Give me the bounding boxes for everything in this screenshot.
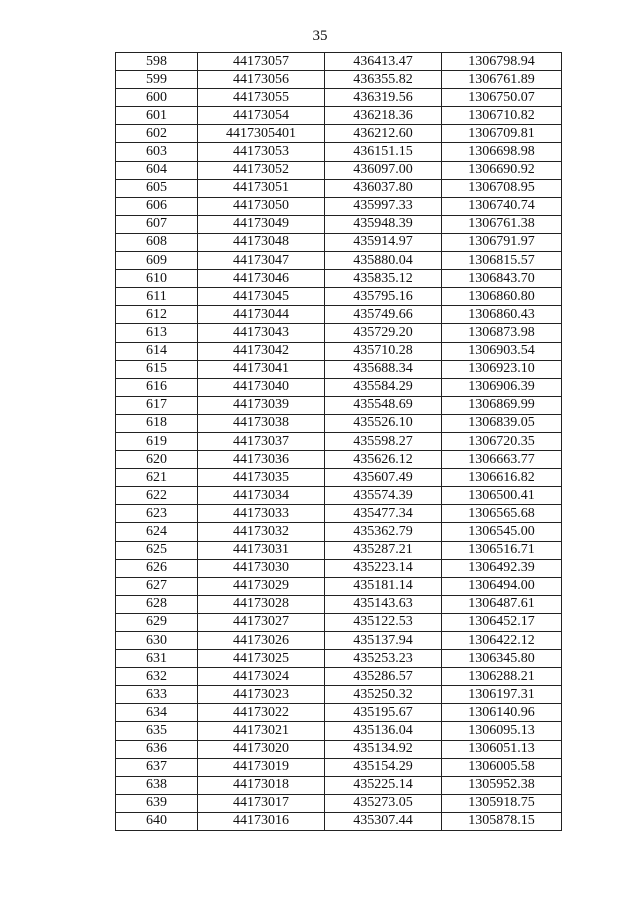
x-coordinate-cell: 435136.04 (325, 722, 442, 740)
y-coordinate-cell: 1306422.12 (442, 632, 562, 650)
table-row (116, 360, 562, 378)
point-code-cell: 44173054 (198, 107, 325, 125)
y-coordinate-cell: 1306720.35 (442, 432, 562, 450)
table-row (116, 324, 562, 342)
y-coordinate-cell: 1306843.70 (442, 270, 562, 288)
point-code-cell: 44173019 (198, 758, 325, 776)
x-coordinate-cell: 435286.57 (325, 668, 442, 686)
x-coordinate-cell: 435688.34 (325, 360, 442, 378)
point-number-cell: 619 (116, 432, 198, 450)
y-coordinate-cell: 1306005.58 (442, 758, 562, 776)
point-number-cell: 610 (116, 270, 198, 288)
page-number: 35 (312, 28, 328, 44)
x-coordinate-cell: 435914.97 (325, 233, 442, 251)
x-coordinate-cell: 436037.80 (325, 179, 442, 197)
point-number-cell: 615 (116, 360, 198, 378)
point-number-cell: 618 (116, 414, 198, 432)
point-code-cell: 4417305401 (198, 125, 325, 143)
table-row (116, 487, 562, 505)
point-number-cell: 601 (116, 107, 198, 125)
x-coordinate-cell: 435729.20 (325, 324, 442, 342)
point-code-cell: 44173048 (198, 233, 325, 251)
point-code-cell: 44173038 (198, 414, 325, 432)
y-coordinate-cell: 1306791.97 (442, 233, 562, 251)
y-coordinate-cell: 1306288.21 (442, 668, 562, 686)
y-coordinate-cell: 1306487.61 (442, 595, 562, 613)
table-row (116, 432, 562, 450)
point-number-cell: 639 (116, 794, 198, 812)
y-coordinate-cell: 1306500.41 (442, 487, 562, 505)
point-code-cell: 44173023 (198, 686, 325, 704)
x-coordinate-cell: 435181.14 (325, 577, 442, 595)
point-code-cell: 44173021 (198, 722, 325, 740)
point-code-cell: 44173042 (198, 342, 325, 360)
point-code-cell: 44173022 (198, 704, 325, 722)
point-code-cell: 44173025 (198, 650, 325, 668)
x-coordinate-cell: 435137.94 (325, 632, 442, 650)
y-coordinate-cell: 1306197.31 (442, 686, 562, 704)
point-code-cell: 44173018 (198, 776, 325, 794)
table-row (116, 668, 562, 686)
x-coordinate-cell: 436218.36 (325, 107, 442, 125)
table-row (116, 613, 562, 631)
table-row (116, 288, 562, 306)
point-code-cell: 44173046 (198, 270, 325, 288)
y-coordinate-cell: 1306873.98 (442, 324, 562, 342)
point-code-cell: 44173044 (198, 306, 325, 324)
point-code-cell: 44173055 (198, 89, 325, 107)
y-coordinate-cell: 1306051.13 (442, 740, 562, 758)
point-number-cell: 603 (116, 143, 198, 161)
point-number-cell: 628 (116, 595, 198, 613)
point-number-cell: 620 (116, 451, 198, 469)
y-coordinate-cell: 1306798.94 (442, 53, 562, 71)
x-coordinate-cell: 435526.10 (325, 414, 442, 432)
y-coordinate-cell: 1306565.68 (442, 505, 562, 523)
point-code-cell: 44173037 (198, 432, 325, 450)
x-coordinate-cell: 435134.92 (325, 740, 442, 758)
table-row (116, 161, 562, 179)
x-coordinate-cell: 435362.79 (325, 523, 442, 541)
point-number-cell: 609 (116, 252, 198, 270)
point-number-cell: 632 (116, 668, 198, 686)
point-code-cell: 44173029 (198, 577, 325, 595)
x-coordinate-cell: 435154.29 (325, 758, 442, 776)
point-code-cell: 44173056 (198, 71, 325, 89)
point-number-cell: 613 (116, 324, 198, 342)
point-code-cell: 44173036 (198, 451, 325, 469)
point-number-cell: 605 (116, 179, 198, 197)
table-row (116, 776, 562, 794)
x-coordinate-cell: 435223.14 (325, 559, 442, 577)
table-row (116, 812, 562, 830)
point-number-cell: 622 (116, 487, 198, 505)
table-row (116, 686, 562, 704)
x-coordinate-cell: 435225.14 (325, 776, 442, 794)
point-number-cell: 624 (116, 523, 198, 541)
x-coordinate-cell: 435253.23 (325, 650, 442, 668)
table-row (116, 71, 562, 89)
table-row (116, 704, 562, 722)
y-coordinate-cell: 1306923.10 (442, 360, 562, 378)
table-row (116, 143, 562, 161)
table-row (116, 523, 562, 541)
point-code-cell: 44173031 (198, 541, 325, 559)
table-row (116, 595, 562, 613)
y-coordinate-cell: 1306761.38 (442, 215, 562, 233)
table-row (116, 632, 562, 650)
point-number-cell: 602 (116, 125, 198, 143)
x-coordinate-cell: 435795.16 (325, 288, 442, 306)
y-coordinate-cell: 1306839.05 (442, 414, 562, 432)
y-coordinate-cell: 1306750.07 (442, 89, 562, 107)
table-row (116, 722, 562, 740)
x-coordinate-cell: 436319.56 (325, 89, 442, 107)
point-number-cell: 599 (116, 71, 198, 89)
table-row (116, 233, 562, 251)
y-coordinate-cell: 1306494.00 (442, 577, 562, 595)
y-coordinate-cell: 1306616.82 (442, 469, 562, 487)
point-code-cell: 44173030 (198, 559, 325, 577)
coordinates-table (115, 52, 562, 831)
x-coordinate-cell: 435997.33 (325, 197, 442, 215)
point-code-cell: 44173043 (198, 324, 325, 342)
table-row (116, 197, 562, 215)
table-row (116, 270, 562, 288)
table-row (116, 758, 562, 776)
table-row (116, 89, 562, 107)
point-number-cell: 621 (116, 469, 198, 487)
point-code-cell: 44173024 (198, 668, 325, 686)
table-row (116, 53, 562, 71)
y-coordinate-cell: 1306690.92 (442, 161, 562, 179)
point-code-cell: 44173049 (198, 215, 325, 233)
y-coordinate-cell: 1306903.54 (442, 342, 562, 360)
y-coordinate-cell: 1306345.80 (442, 650, 562, 668)
y-coordinate-cell: 1306906.39 (442, 378, 562, 396)
table-row (116, 794, 562, 812)
table-row (116, 559, 562, 577)
coordinates-table-body (116, 53, 562, 831)
x-coordinate-cell: 436151.15 (325, 143, 442, 161)
y-coordinate-cell: 1306140.96 (442, 704, 562, 722)
point-number-cell: 626 (116, 559, 198, 577)
point-number-cell: 623 (116, 505, 198, 523)
point-number-cell: 607 (116, 215, 198, 233)
point-number-cell: 640 (116, 812, 198, 830)
table-row (116, 541, 562, 559)
x-coordinate-cell: 436355.82 (325, 71, 442, 89)
y-coordinate-cell: 1306516.71 (442, 541, 562, 559)
x-coordinate-cell: 436212.60 (325, 125, 442, 143)
point-code-cell: 44173050 (198, 197, 325, 215)
point-number-cell: 636 (116, 740, 198, 758)
point-number-cell: 629 (116, 613, 198, 631)
point-number-cell: 634 (116, 704, 198, 722)
x-coordinate-cell: 435835.12 (325, 270, 442, 288)
point-number-cell: 606 (116, 197, 198, 215)
y-coordinate-cell: 1306860.43 (442, 306, 562, 324)
point-number-cell: 604 (116, 161, 198, 179)
point-code-cell: 44173051 (198, 179, 325, 197)
point-number-cell: 611 (116, 288, 198, 306)
point-code-cell: 44173026 (198, 632, 325, 650)
x-coordinate-cell: 435607.49 (325, 469, 442, 487)
y-coordinate-cell: 1306095.13 (442, 722, 562, 740)
point-code-cell: 44173053 (198, 143, 325, 161)
point-number-cell: 625 (116, 541, 198, 559)
y-coordinate-cell: 1306815.57 (442, 252, 562, 270)
x-coordinate-cell: 435948.39 (325, 215, 442, 233)
table-row (116, 179, 562, 197)
table-row (116, 650, 562, 668)
table-row (116, 215, 562, 233)
x-coordinate-cell: 435598.27 (325, 432, 442, 450)
point-code-cell: 44173032 (198, 523, 325, 541)
x-coordinate-cell: 435143.63 (325, 595, 442, 613)
point-number-cell: 631 (116, 650, 198, 668)
x-coordinate-cell: 435626.12 (325, 451, 442, 469)
y-coordinate-cell: 1305952.38 (442, 776, 562, 794)
point-number-cell: 630 (116, 632, 198, 650)
x-coordinate-cell: 435548.69 (325, 396, 442, 414)
y-coordinate-cell: 1306663.77 (442, 451, 562, 469)
point-code-cell: 44173033 (198, 505, 325, 523)
point-code-cell: 44173057 (198, 53, 325, 71)
y-coordinate-cell: 1305918.75 (442, 794, 562, 812)
point-code-cell: 44173045 (198, 288, 325, 306)
point-code-cell: 44173028 (198, 595, 325, 613)
table-row (116, 577, 562, 595)
point-number-cell: 627 (116, 577, 198, 595)
point-number-cell: 600 (116, 89, 198, 107)
point-number-cell: 608 (116, 233, 198, 251)
point-number-cell: 617 (116, 396, 198, 414)
point-code-cell: 44173035 (198, 469, 325, 487)
x-coordinate-cell: 435880.04 (325, 252, 442, 270)
y-coordinate-cell: 1306860.80 (442, 288, 562, 306)
point-code-cell: 44173041 (198, 360, 325, 378)
x-coordinate-cell: 436413.47 (325, 53, 442, 71)
table-row (116, 378, 562, 396)
x-coordinate-cell: 435749.66 (325, 306, 442, 324)
point-number-cell: 614 (116, 342, 198, 360)
point-number-cell: 637 (116, 758, 198, 776)
table-row (116, 414, 562, 432)
table-row (116, 306, 562, 324)
table-row (116, 125, 562, 143)
point-code-cell: 44173017 (198, 794, 325, 812)
point-number-cell: 612 (116, 306, 198, 324)
x-coordinate-cell: 435307.44 (325, 812, 442, 830)
y-coordinate-cell: 1306708.95 (442, 179, 562, 197)
x-coordinate-cell: 435122.53 (325, 613, 442, 631)
x-coordinate-cell: 435710.28 (325, 342, 442, 360)
table-row (116, 469, 562, 487)
x-coordinate-cell: 436097.00 (325, 161, 442, 179)
y-coordinate-cell: 1306740.74 (442, 197, 562, 215)
point-code-cell: 44173016 (198, 812, 325, 830)
point-number-cell: 598 (116, 53, 198, 71)
point-code-cell: 44173020 (198, 740, 325, 758)
table-row (116, 505, 562, 523)
point-number-cell: 635 (116, 722, 198, 740)
y-coordinate-cell: 1306452.17 (442, 613, 562, 631)
point-code-cell: 44173047 (198, 252, 325, 270)
y-coordinate-cell: 1306709.81 (442, 125, 562, 143)
point-code-cell: 44173039 (198, 396, 325, 414)
point-number-cell: 616 (116, 378, 198, 396)
x-coordinate-cell: 435477.34 (325, 505, 442, 523)
point-code-cell: 44173027 (198, 613, 325, 631)
x-coordinate-cell: 435250.32 (325, 686, 442, 704)
y-coordinate-cell: 1306761.89 (442, 71, 562, 89)
table-row (116, 740, 562, 758)
point-code-cell: 44173034 (198, 487, 325, 505)
y-coordinate-cell: 1306698.98 (442, 143, 562, 161)
y-coordinate-cell: 1306545.00 (442, 523, 562, 541)
point-number-cell: 633 (116, 686, 198, 704)
x-coordinate-cell: 435584.29 (325, 378, 442, 396)
x-coordinate-cell: 435273.05 (325, 794, 442, 812)
table-row (116, 252, 562, 270)
point-code-cell: 44173040 (198, 378, 325, 396)
y-coordinate-cell: 1306869.99 (442, 396, 562, 414)
y-coordinate-cell: 1306492.39 (442, 559, 562, 577)
table-row (116, 342, 562, 360)
point-number-cell: 638 (116, 776, 198, 794)
x-coordinate-cell: 435195.67 (325, 704, 442, 722)
point-code-cell: 44173052 (198, 161, 325, 179)
y-coordinate-cell: 1305878.15 (442, 812, 562, 830)
table-row (116, 107, 562, 125)
table-row (116, 451, 562, 469)
x-coordinate-cell: 435287.21 (325, 541, 442, 559)
y-coordinate-cell: 1306710.82 (442, 107, 562, 125)
x-coordinate-cell: 435574.39 (325, 487, 442, 505)
table-row (116, 396, 562, 414)
